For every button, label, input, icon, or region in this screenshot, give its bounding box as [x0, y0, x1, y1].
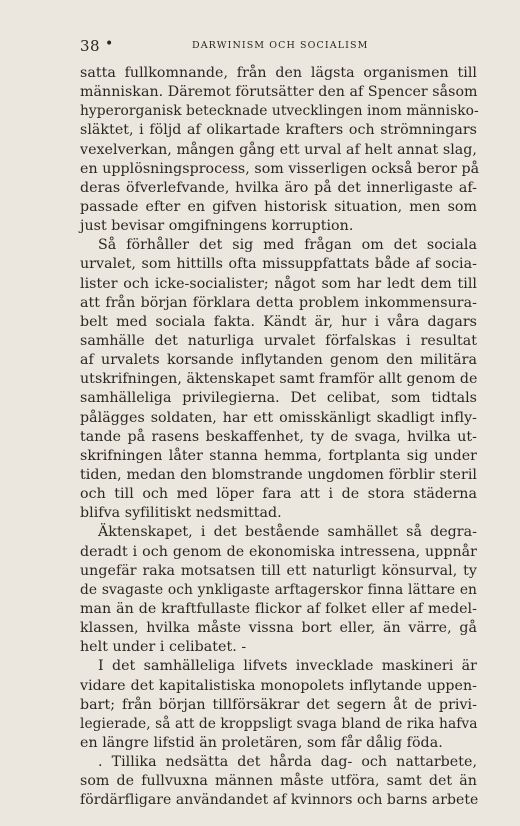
text-line: helt under i celibatet. - — [80, 639, 247, 656]
text-line: fördärfligare användandet af kvinnors och barns arbete — [80, 792, 479, 809]
text-line: samhälle det naturliga urvalet förfalskas i resultat — [80, 332, 477, 349]
text-line: en längre lifstid än proletären, som får dålig föda. — [80, 734, 443, 751]
text-line: ungefär raka motsatsen till ett naturligt könsurval, ty — [80, 562, 477, 579]
text-line: och till och med löper fara att i de stora städerna — [80, 486, 477, 503]
text-line: blifva syfilitiskt nedsmittad. — [80, 505, 282, 522]
text-line: af urvalets korsande inflytanden genom den militära — [80, 352, 477, 369]
text-line: tiden, medan den blomstrande ungdomen förblir steril — [80, 466, 477, 483]
text-line: vexelverkan, mången gång ett urval af helt annat slag, — [80, 141, 477, 158]
text-line: urvalet, som hittills ofta missuppfattats både af socia- — [80, 256, 477, 273]
text-line: utskrifningen, äktenskapet samt framför allt genom de — [80, 371, 478, 388]
text-line: just bevisar omgifningens korruption. — [80, 218, 354, 235]
text-line: Äktenskapet, i det bestående samhället så degra- — [98, 524, 477, 541]
body-text — [80, 64, 480, 810]
text-line: att från början förklara detta problem inkommensura- — [80, 294, 477, 311]
text-line: hyperorganisk betecknade utvecklingen inom människo- — [80, 103, 479, 120]
text-line: deradt i och genom de ekonomiska intressena, uppnår — [80, 543, 477, 560]
text-line: en upplösningsprocess, som visserligen också beror på — [80, 160, 480, 177]
text-line: satta fullkomnande, från den lägsta organismen till — [80, 65, 477, 81]
text-line: de svagaste och ynkligaste arftagerskor finna lättare en — [80, 581, 477, 598]
text-line: människan. Däremot förutsätter den af Spencer såsom — [80, 84, 478, 101]
text-line: passade efter en gifven historisk situation, men som — [80, 198, 477, 215]
text-line: pålägges soldaten, har ett omisskänligt skadligt infly- — [80, 409, 477, 426]
page-header — [80, 37, 480, 53]
text-line: man än de kraftfullaste flickor af folket eller af medel- — [80, 600, 477, 617]
text-line: som de fullvuxna männen måste utföra, samt det än — [80, 773, 477, 790]
text-line: . Tillika nedsätta det hårda dag- och nattarbete, — [98, 754, 477, 771]
text-line: legierade, så att de kroppsligt svaga bland de rika hafva — [80, 715, 478, 732]
text-line: vidare det kapitalistiska monopolets inflytande uppen- — [80, 677, 477, 694]
text-line: Så förhåller det sig med frågan om det sociala — [98, 237, 477, 254]
text-line: tande på rasens beskaffenhet, ty de svaga, hvilka ut- — [80, 428, 477, 445]
text-line: bart; från början tillförsäkrar det segern åt de privi- — [80, 696, 477, 713]
text-line: belt med sociala fakta. Kändt är, hur i våra dagars — [80, 313, 477, 330]
text-line: släktet, i följd af olikartade krafters och strömningars — [80, 122, 477, 139]
page-number: 38 — [80, 37, 101, 55]
header-dot: • — [105, 36, 114, 52]
text-line: I det samhälleliga lifvets invecklade maskineri är — [98, 658, 477, 675]
text-line: klassen, hvilka måste vissna bort eller, än värre, gå — [80, 620, 477, 637]
text-line: lister och icke-socialister; något som har ledt dem till — [80, 275, 477, 292]
text-line: samhälleliga privilegierna. Det celibat, som tidtals — [80, 390, 477, 407]
running-title: DARWINISM OCH SOCIALISM — [192, 40, 369, 51]
text-line: deras öfverlefvande, hvilka äro på det innerligaste af- — [80, 179, 477, 196]
text-line: skrifningen låter stanna hemma, fortplanta sig under — [80, 447, 477, 464]
